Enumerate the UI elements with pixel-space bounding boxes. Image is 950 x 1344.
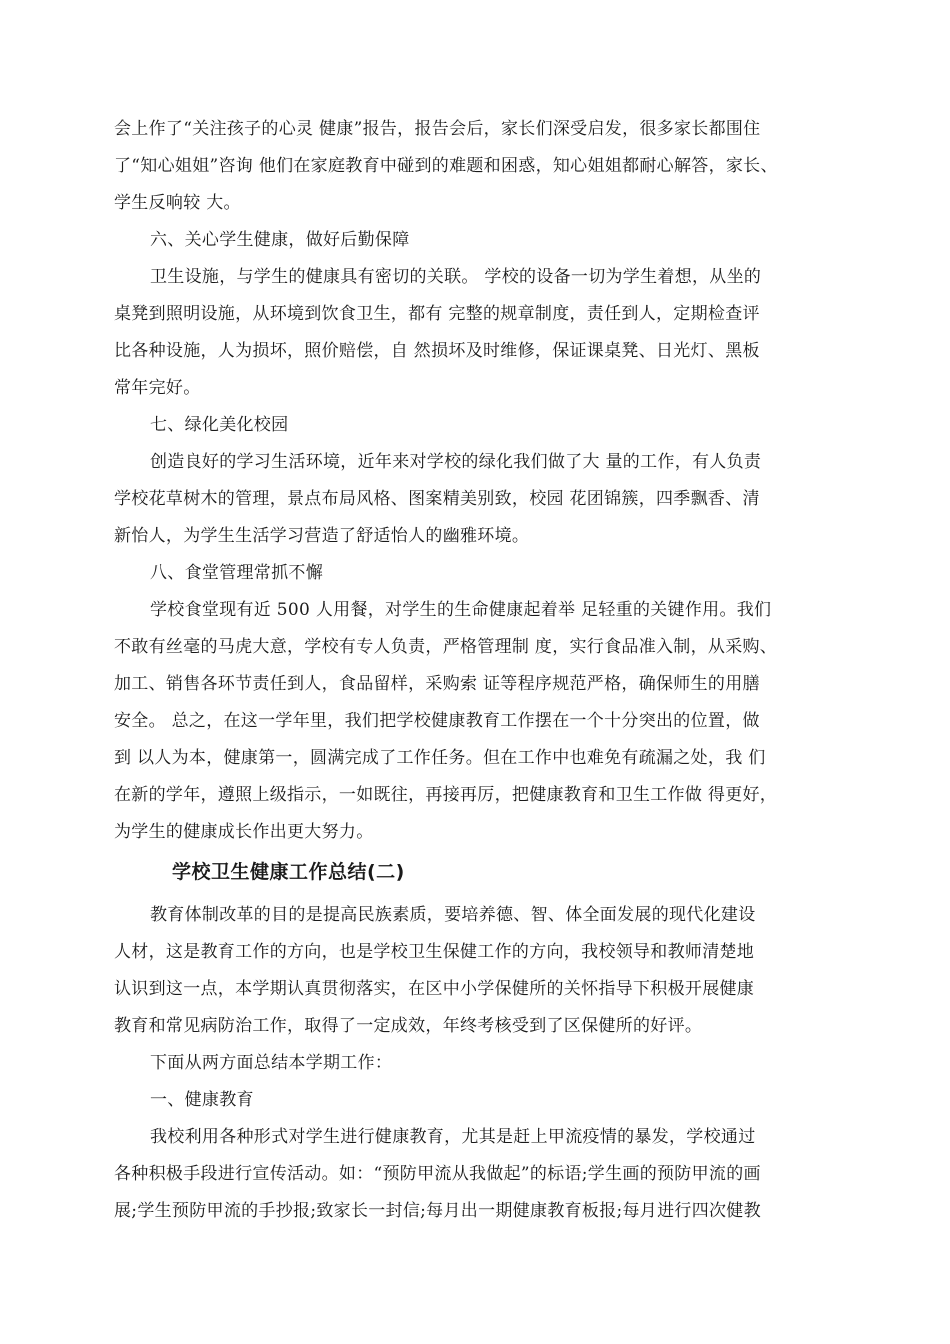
paragraph-line: 各种积极手段进行宣传活动。如：“预防甲流从我做起”的标语;学生画的预防甲流的画 bbox=[114, 1164, 761, 1184]
paragraph-line: 新怡人，为学生生活学习营造了舒适怡人的幽雅环境。 bbox=[114, 526, 530, 546]
paragraph-line: 为学生的健康成长作出更大努力。 bbox=[114, 822, 374, 842]
section-heading-7: 七、绿化美化校园 bbox=[150, 415, 289, 435]
section-heading-1: 一、健康教育 bbox=[150, 1090, 254, 1110]
paragraph-line: 桌凳到照明设施，从环境到饮食卫生，都有 完整的规章制度，责任到人，定期检查评 bbox=[114, 304, 760, 324]
paragraph-line: 创造良好的学习生活环境，近年来对学校的绿化我们做了大 量的工作，有人负责 bbox=[150, 452, 762, 472]
paragraph-line: 卫生设施，与学生的健康具有密切的关联。 学校的设备一切为学生着想，从坐的 bbox=[150, 267, 762, 287]
paragraph-line: 教育和常见病防治工作，取得了一定成效，年终考核受到了区保健所的好评。 bbox=[114, 1016, 703, 1036]
paragraph-line: 常年完好。 bbox=[114, 378, 201, 398]
paragraph-line: 教育体制改革的目的是提高民族素质，要培养德、智、体全面发展的现代化建设 bbox=[150, 905, 756, 925]
paragraph-line: 我校利用各种形式对学生进行健康教育，尤其是赶上甲流疫情的暴发，学校通过 bbox=[150, 1127, 756, 1147]
paragraph-line: 安全。 总之，在这一学年里，我们把学校健康教育工作摆在一个十分突出的位置，做 bbox=[114, 711, 760, 731]
section-heading-8: 八、食堂管理常抓不懈 bbox=[150, 563, 323, 583]
paragraph-line: 到 以人为本，健康第一，圆满完成了工作任务。但在工作中也难免有疏漏之处，我 们 bbox=[114, 748, 766, 768]
paragraph-line: 在新的学年，遵照上级指示，一如既往，再接再厉，把健康教育和卫生工作做 得更好， bbox=[114, 785, 778, 805]
paragraph-line: 加工、销售各环节责任到人，食品留样，采购索 证等程序规范严格，确保师生的用膳 bbox=[114, 674, 760, 694]
paragraph-line: 会上作了“关注孩子的心灵 健康”报告，报告会后，家长们深受启发，很多家长都围住 bbox=[114, 119, 761, 139]
paragraph-line: 展;学生预防甲流的手抄报;致家长一封信;每月出一期健康教育板报;每月进行四次健教 bbox=[114, 1201, 761, 1221]
paragraph-line: 学校花草树木的管理，景点布局风格、图案精美别致，校园 花团锦簇，四季飘香、清 bbox=[114, 489, 760, 509]
paragraph-line: 认识到这一点，本学期认真贯彻落实，在区中小学保健所的关怀指导下积极开展健康 bbox=[114, 979, 755, 999]
paragraph-line: 下面从两方面总结本学期工作： bbox=[150, 1053, 393, 1073]
paragraph-line: 人材，这是教育工作的方向，也是学校卫生保健工作的方向，我校领导和教师清楚地 bbox=[114, 942, 755, 962]
paragraph-line: 学校食堂现有近 500 人用餐，对学生的生命健康起着举 足轻重的关键作用。我们 bbox=[150, 600, 772, 620]
paragraph-line: 不敢有丝毫的马虎大意，学校有专人负责，严格管理制 度，实行食品准入制，从采购、 bbox=[114, 637, 778, 657]
paragraph-line: 学生反响较 大。 bbox=[114, 193, 241, 213]
section-heading-6: 六、关心学生健康，做好后勤保障 bbox=[150, 230, 410, 250]
document-title: 学校卫生健康工作总结(二) bbox=[172, 861, 405, 883]
paragraph-line: 比各种设施，人为损坏，照价赔偿，自 然损坏及时维修，保证课桌凳、日光灯、黑板 bbox=[114, 341, 760, 361]
paragraph-line: 了“知心姐姐”咨询 他们在家庭教育中碰到的难题和困惑，知心姐姐都耐心解答，家长、 bbox=[114, 156, 778, 176]
